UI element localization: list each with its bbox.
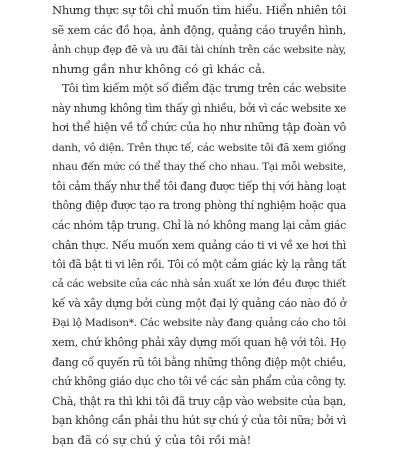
text-line: tôi cảm thấy như thể tôi đang được tiếp thị với hàng loạt (52, 179, 346, 193)
text-line: sẽ xem các đồ họa, ảnh động, quảng cáo truyền hình, (52, 22, 346, 37)
text-line: Nhưng thực sự tôi chỉ muốn tìm hiểu. Hiển nhiên tôi (52, 3, 346, 17)
text-line: Chà, thật ra thì khi tôi đã truy cập vào website của bạn, (52, 394, 346, 408)
text-line: xem, chứ không phải xây dựng mối quan hệ với tôi. Họ (52, 336, 346, 350)
text-line: cả các website của các nhà sản xuất xe lớn đều được thiết (52, 277, 346, 290)
text-line: bạn không cần phải thu hút sự chú ý của tôi nữa; bởi vì (52, 414, 346, 428)
text-line: bạn đã có sự chú ý của tôi rồi mà! (52, 433, 252, 448)
text-line: đang cố quyến rũ tôi bằng những thông điệp một chiều, (52, 355, 346, 369)
text-line: chứ không giáo dục cho tôi về các sản phẩm của công ty. (52, 375, 346, 389)
text-line: Tôi tìm kiếm một số điểm đặc trưng trên các website (62, 82, 346, 96)
text-line: nhưng gần như không có gì khác cả. (52, 61, 266, 76)
text-line: danh, vô diện. Trên thực tế, các website tôi đã xem giống (52, 140, 346, 154)
text-line: các nhóm tập trung. Chỉ là nó không mang lại cảm giác (52, 219, 346, 233)
text-line: kế và xây dựng bởi cùng một đại lý quảng cáo nào đó ở (52, 297, 346, 311)
text-line: hơi thể hiện về tổ chức của họ như những tập đoàn vô (52, 120, 346, 135)
text-line: nhau đến mức có thể thay thế cho nhau. Tại mỗi website, (52, 160, 346, 174)
text-line: tôi đã bật ti vi lên rồi. Tôi có một cảm giác kỳ lạ rằng tất (52, 258, 346, 272)
paragraph-2 (52, 79, 346, 450)
text-line: thông điệp được tạo ra trong phòng thí nghiệm hoặc qua (52, 199, 346, 213)
text-line: Đại lộ Madison*. Các website này đang quảng cáo cho tôi (52, 316, 346, 329)
paragraph-1 (52, 1, 346, 79)
text-line: này nhưng không tìm thấy gì nhiều, bởi vì các website xe (52, 101, 346, 115)
text-line: chân thực. Nếu muốn xem quảng cáo ti vi về xe hơi thì (52, 238, 346, 252)
text-line: ảnh chụp đẹp đẽ và ưu đãi tài chính trên các website này, (52, 43, 346, 57)
